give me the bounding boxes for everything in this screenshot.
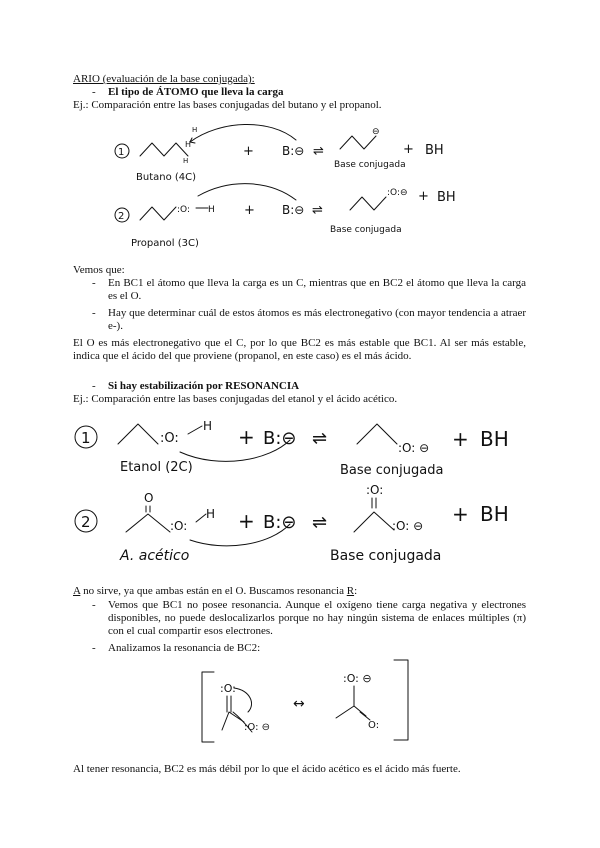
- svg-text::O:: :O:: [160, 431, 179, 446]
- row1-number: 1: [118, 147, 125, 158]
- bullet-dash: -: [92, 380, 96, 392]
- section2-bullet-2: Analizamos la resonancia de BC2:: [108, 642, 261, 654]
- svg-text::O:: :O:: [366, 483, 384, 497]
- section1-example: Ej.: Comparación entre las bases conjugadas del butano y el propanol.: [73, 99, 382, 111]
- svg-text::O: ⊖: :O: ⊖: [392, 519, 424, 533]
- row1-plus2: +: [452, 427, 469, 451]
- row1-product: Base conjugada: [334, 160, 406, 170]
- intro-text: no sirve, ya que ambas están en el O. Buscamos resonancia: [80, 585, 347, 597]
- row1-plus1: +: [243, 144, 254, 159]
- resonance-arrow: ↔: [293, 696, 305, 712]
- svg-text:H: H: [183, 157, 189, 165]
- svg-text:H: H: [192, 126, 198, 134]
- letter-R: R: [346, 585, 355, 597]
- svg-text::O:⊖: :O:⊖: [387, 188, 408, 198]
- row2-plus2: +: [452, 502, 469, 526]
- row1-eq: ⇌: [313, 144, 324, 159]
- row2-eq: ⇌: [312, 203, 323, 218]
- section2-heading: Si hay estabilización por RESONANCIA: [108, 380, 300, 392]
- row2-acid: BH: [480, 502, 509, 526]
- row1-name: Butano (4C): [136, 172, 197, 183]
- svg-text:H: H: [206, 507, 216, 521]
- row2-base: B:⊖: [263, 512, 297, 533]
- row1-base: B:⊖: [282, 144, 305, 158]
- row1-acid: BH: [480, 427, 509, 451]
- resonance-arrow-a: [234, 688, 252, 712]
- row2-product: Base conjugada: [330, 225, 402, 235]
- row2-product: Base conjugada: [330, 548, 442, 564]
- row2-number: 2: [118, 211, 125, 222]
- row2-eq: ⇌: [312, 512, 328, 533]
- svg-text:O:: O:: [368, 720, 380, 731]
- left-bracket: [202, 672, 214, 742]
- row2-plus2: +: [418, 189, 429, 204]
- row2-base: B:⊖: [282, 203, 305, 217]
- row1-plus2: +: [403, 142, 414, 157]
- section1-heading: El tipo de ÁTOMO que lleva la carga: [108, 86, 284, 98]
- row2-name: Propanol (3C): [131, 238, 199, 249]
- letter-A: A: [73, 585, 81, 597]
- row1-number: 1: [81, 429, 91, 447]
- svg-text:⊖: ⊖: [372, 127, 380, 137]
- section2-example: Ej.: Comparación entre las bases conjugadas del etanol y el ácido acético.: [73, 393, 398, 405]
- svg-text::O: ⊖: :O: ⊖: [244, 722, 270, 733]
- svg-text::O:: :O:: [170, 519, 188, 533]
- svg-text:H: H: [185, 140, 192, 149]
- bullet-dash: -: [92, 307, 96, 319]
- bc2-left-chain: [222, 712, 244, 730]
- svg-text::O:: :O:: [177, 205, 190, 215]
- svg-text:O: O: [144, 491, 154, 505]
- row2-plus1: +: [244, 203, 255, 218]
- bullet-dash: -: [92, 86, 96, 98]
- row2-number: 2: [81, 513, 91, 531]
- section2-conclusion: Al tener resonancia, BC2 es más débil por lo que el ácido acético es el ácido más fuerte.: [73, 763, 461, 775]
- svg-text::O: ⊖: :O: ⊖: [343, 672, 372, 685]
- section2-bullet-1: Vemos que BC1 no posee resonancia. Aunque el oxígeno tiene carga negativa y electrones disponibles, no puede deslocalizarlos porque no hay ningún sistema de enlaces múltiples (π) con el cual compartir esos electrones.: [108, 599, 526, 637]
- bullet-dash: -: [92, 642, 96, 654]
- row2-plus1: +: [238, 509, 255, 533]
- bullet-dash: -: [92, 277, 96, 289]
- row1-eq: ⇌: [312, 428, 328, 449]
- svg-text:H: H: [208, 205, 215, 215]
- row1-plus1: +: [238, 425, 255, 449]
- row1-product: Base conjugada: [340, 463, 444, 478]
- right-bracket: [394, 660, 408, 740]
- section1-bullet-1: En BC1 el átomo que lleva la carga es un C, mientras que en BC2 el átomo que lleva la carga es el O.: [108, 277, 526, 302]
- section1-bullet-2: Hay que determinar cuál de estos átomos es más electronegativo (con mayor tendencia a atraer e-).: [108, 307, 526, 332]
- svg-text::O:: :O:: [220, 682, 236, 695]
- row1-base: B:⊖: [263, 428, 297, 449]
- intro-end: :: [354, 585, 358, 597]
- bc2-right-chain: [336, 706, 366, 718]
- bullet-dash: -: [92, 599, 96, 611]
- vemos-que: Vemos que:: [73, 264, 125, 276]
- row2-acid: BH: [437, 190, 456, 205]
- row1-acid: BH: [425, 143, 444, 158]
- svg-text:H: H: [203, 419, 213, 433]
- row2-name: A. acético: [120, 548, 190, 564]
- page-header: ARIO (evaluación de la base conjugada):: [73, 73, 255, 85]
- svg-text::O: ⊖: :O: ⊖: [398, 441, 430, 455]
- row1-name: Etanol (2C): [120, 460, 193, 475]
- section1-conclusion: El O es más electronegativo que el C, por lo que BC2 es más estable que BC1. Al ser más estable, indica que el ácido del que proviene (propanol, en este caso) es el más ácido.: [73, 337, 526, 362]
